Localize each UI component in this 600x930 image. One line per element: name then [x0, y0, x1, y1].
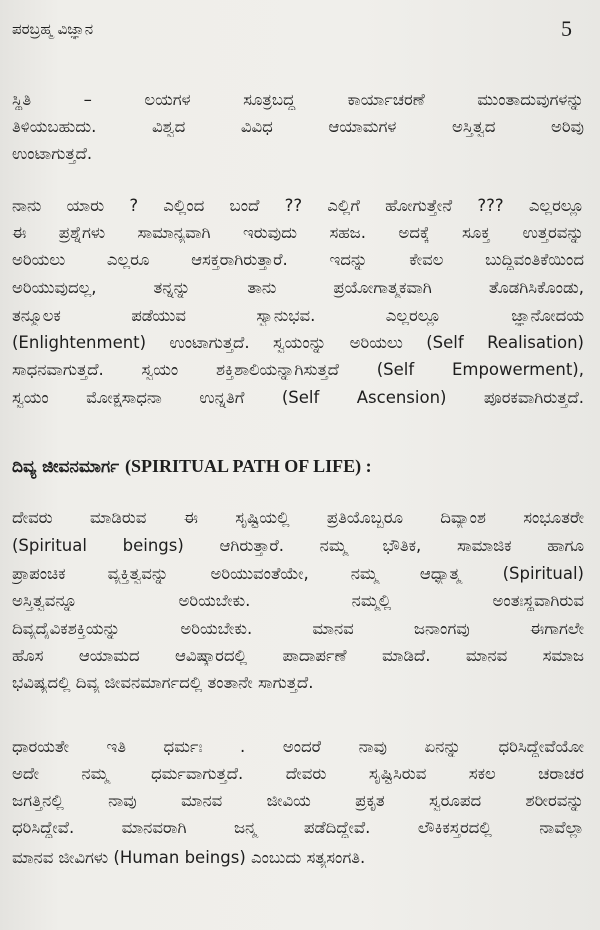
text-line: ಸ್ವಯಂ ಮೋಕ್ಷಸಾಧನಾ ಉನ್ನತಿಗೆ (Self Ascension) ಪೂರಕವಾಗಿರುತ್ತದೆ. — [12, 388, 584, 407]
section-heading-english: (SPIRITUAL PATH OF LIFE) : — [124, 456, 372, 476]
text-line: ದೇವರು ಮಾಡಿರುವ ಈ ಸೃಷ್ಟಿಯಲ್ಲಿ ಪ್ರತಿಯೊಬ್ಬರೂ ದಿವ್ಯಾಂಶ ಸಂಭೂತರೇ — [12, 508, 584, 527]
text-line: ತಿಳಿಯಬಹುದು. ವಿಶ್ವದ ವಿವಿಧ ಆಯಾಮಗಳ ಅಸ್ತಿತ್ವದ ಅರಿವು — [12, 117, 584, 136]
text-line: ತನ್ಮೂಲಕ ಪಡೆಯುವ ಸ್ವಾನುಭವ. ಎಲ್ಲರಲ್ಲೂ ಜ್ಞಾನೋದಯ — [12, 306, 584, 325]
text-line: (Enlightenment) ಉಂಟಾಗುತ್ತದೆ. ಸ್ವಯಂನ್ನು ಅರಿಯಲು (Self Realisation) — [12, 333, 584, 352]
text-line: ಹೊಸ ಆಯಾಮದ ಆವಿಷ್ಕಾರದಲ್ಲಿ ಪಾದಾರ್ಪಣೆ ಮಾಡಿದೆ. ಮಾನವ ಸಮಾಜ — [12, 646, 584, 665]
text-line: ಮಾನವ ಜೀವಿಗಳು (Human beings) ಎಂಬುದು ಸತ್ಯಸಂಗತಿ. — [12, 848, 366, 867]
page-number: 5 — [561, 16, 572, 41]
text-line: ನಾನು ಯಾರು ? ಎಲ್ಲಿಂದ ಬಂದೆ ?? ಎಲ್ಲಿಗೆ ಹೋಗುತ್ತೇನೆ ??? ಎಲ್ಲರಲ್ಲೂ — [12, 196, 584, 215]
text-line: ಅರಿಯಲು ಎಲ್ಲರೂ ಆಸಕ್ತರಾಗಿರುತ್ತಾರೆ. ಇದನ್ನು ಕೇವಲ ಬುದ್ಧಿವಂತಿಕೆಯಿಂದ — [12, 250, 584, 269]
text-line: ಸ್ಥಿತಿ – ಲಯಗಳ ಸೂತ್ರಬದ್ಧ ಕಾರ್ಯಾಚರಣೆ ಮುಂತಾದುವುಗಳನ್ನು — [12, 90, 584, 109]
text-line: ಭವಿಷ್ಯದಲ್ಲಿ ದಿವ್ಯ ಜೀವನಮಾರ್ಗದಲ್ಲಿ ತಂತಾನೇ ಸಾಗುತ್ತದೆ. — [12, 673, 314, 692]
text-line: (Spiritual beings) ಆಗಿರುತ್ತಾರೆ. ನಮ್ಮ ಭೌತಿಕ, ಸಾಮಾಜಿಕ ಹಾಗೂ — [12, 536, 584, 555]
text-line: ಉಂಟಾಗುತ್ತದೆ. — [12, 144, 93, 163]
section-heading — [12, 456, 372, 477]
text-line: ಈ ಪ್ರಶ್ನೆಗಳು ಸಾಮಾನ್ಯವಾಗಿ ಇರುವುದು ಸಹಜ. ಅದಕ್ಕೆ ಸೂಕ್ತ ಉತ್ತರವನ್ನು — [12, 223, 584, 242]
text-line: ಧಾರಯತೇ ಇತಿ ಧರ್ಮಃ . ಅಂದರೆ ನಾವು ಏನನ್ನು ಧರಿಸಿದ್ದೇವೆಯೋ — [12, 737, 584, 756]
text-line: ಜಗತ್ತಿನಲ್ಲಿ ನಾವು ಮಾನವ ಜೀವಿಯ ಪ್ರಕೃತ ಸ್ವರೂಪದ ಶರೀರವನ್ನು — [12, 791, 584, 810]
text-line: ಅರಿಯುವುದಲ್ಲ, ತನ್ನನ್ನು ತಾನು ಪ್ರಯೋಗಾತ್ಮಕವಾಗಿ ತೊಡಗಿಸಿಕೊಂಡು, — [12, 278, 584, 297]
running-title: ಪರಬ್ರಹ್ಮ ವಿಜ್ಞಾನ — [12, 20, 94, 38]
text-line: ದಿವ್ಯದೈವಿಕಶಕ್ತಿಯನ್ನು ಅರಿಯಬೇಕು. ಮಾನವ ಜನಾಂಗವು ಈಗಾಗಲೇ — [12, 619, 584, 638]
text-line: ಅದೇ ನಮ್ಮ ಧರ್ಮವಾಗುತ್ತದೆ. ದೇವರು ಸೃಷ್ಟಿಸಿರುವ ಸಕಲ ಚರಾಚರ — [12, 764, 584, 783]
section-heading-kannada: ದಿವ್ಯ ಜೀವನಮಾರ್ಗ — [12, 457, 120, 477]
text-line: ಸಾಧನವಾಗುತ್ತದೆ. ಸ್ವಯಂ ಶಕ್ತಿಶಾಲಿಯನ್ನಾಗಿಸುತ್ತದೆ (Self Empowerment), — [12, 360, 584, 379]
text-line: ಧರಿಸಿದ್ದೇವೆ. ಮಾನವರಾಗಿ ಜನ್ಮ ಪಡೆದಿದ್ದೇವೆ. ಲೌಕಿಕಸ್ತರದಲ್ಲಿ ನಾವೆಲ್ಲಾ — [12, 818, 584, 837]
text-line: ಅಸ್ತಿತ್ವವನ್ನೂ ಅರಿಯಬೇಕು. ನಮ್ಮಲ್ಲಿ ಅಂತಃಸ್ಥವಾಗಿರುವ — [12, 591, 584, 610]
text-line: ಪ್ರಾಪಂಚಿಕ ವ್ಯಕ್ತಿತ್ವವನ್ನು ಅರಿಯುವಂತೆಯೇ, ನಮ್ಮ ಆಧ್ಯಾತ್ಮ (Spiritual) — [12, 564, 584, 583]
